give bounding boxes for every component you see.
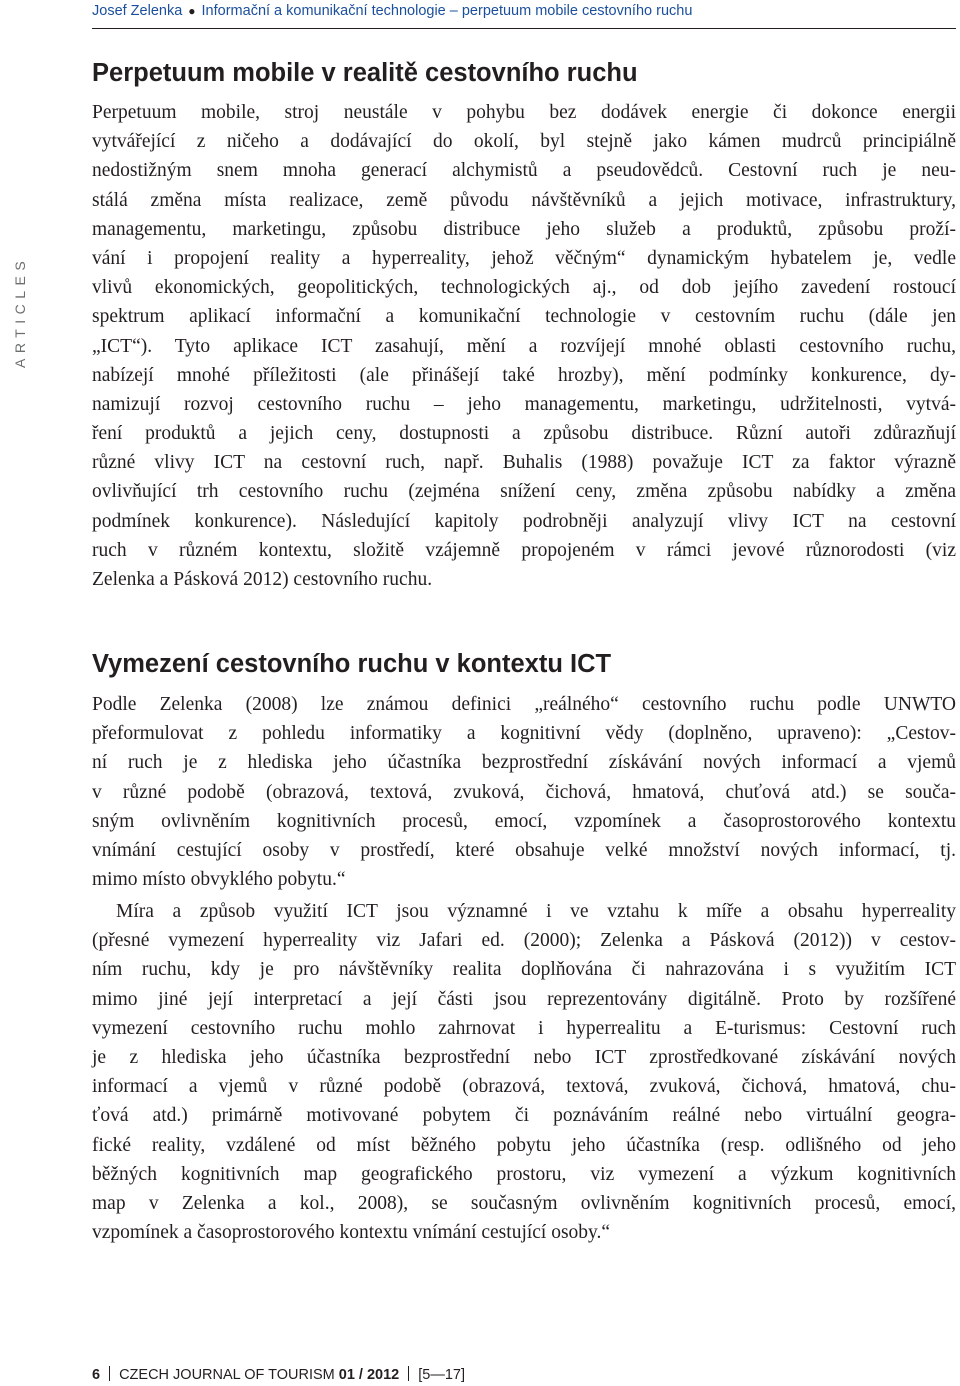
paragraph-definition — [92, 690, 956, 894]
text-line: namizují rozvoj cestovního ruchu – jeho managementu, marketingu, udržitelnosti, vytvá- — [92, 393, 956, 415]
page-range: [5—17] — [418, 1367, 465, 1383]
text-line: vzpomínek a časoprostorového kontextu vnímání cestující osoby.“ — [92, 1222, 611, 1244]
text-line: vání i propojení reality a hyperreality, jehož věčným“ dynamickým hybatelem je, vedle — [92, 247, 956, 269]
header-author: Josef Zelenka — [92, 3, 183, 19]
text-line: přeformulovat z pohledu informatiky a kognitivní vědy (doplněno, upraveno): „Cestov- — [92, 723, 956, 745]
text-line: Perpetuum mobile, stroj neustále v pohybu bez dodávek energie či dokonce energii — [92, 102, 956, 123]
side-label-articles: ARTICLES — [12, 255, 28, 368]
text-line: ním ruchu, kdy je pro návštěvníky realita doplňována či nahrazována i s využitím ICT — [92, 959, 956, 981]
text-line: sným ovlivněním kognitivních procesů, emocí, vzpomínek a časoprostorového kontextu — [92, 810, 956, 832]
journal-name: CZECH JOURNAL OF TOURISM — [119, 1367, 335, 1383]
text-line: ťová atd.) primárně motivované pobytem či poznáváním reálné nebo virtuální geogra- — [92, 1105, 956, 1127]
text-line: Zelenka a Pásková 2012) cestovního ruchu. — [92, 569, 433, 590]
text-line: fické reality, vzdálené od míst běžného pobytu jeho účastníka (resp. odlišného od jeho — [92, 1134, 956, 1156]
text-line: spektrum aplikací informační a komunikační technologie v cestovním ruchu (dále jen — [92, 306, 956, 328]
text-line: ovlivňující trh cestovního ruchu (zejména snížení ceny, změna způsobu nabídky a změna — [92, 481, 956, 503]
text-line: ření produktů a jejich ceny, dostupnosti a způsobu distribuce. Různí autoři zdůrazňují — [92, 423, 956, 445]
section-title-vymezeni: Vymezení cestovního ruchu v kontextu ICT — [92, 650, 612, 678]
header-series-title: Informační a komunikační technologie – perpetuum mobile cestovního ruchu — [201, 3, 693, 19]
text-line: je z hlediska jeho účastníka bezprostřední nebo ICT zprostředkované získávání nových — [92, 1046, 956, 1068]
text-line: vymezení cestovního ruchu mohlo zahrnovat i hyperrealitu a E-turismus: Cestovní ruch — [92, 1017, 956, 1039]
page-number: 6 — [92, 1367, 101, 1383]
text-line: map v Zelenka a kol., 2008), se současným ovlivněním kognitivních procesů, emocí, — [92, 1192, 956, 1214]
text-line: různé vlivy ICT na cestovní ruch, např. Buhalis (1988) považuje ICT za faktor výrazně — [92, 452, 956, 474]
paragraph-intro — [92, 98, 956, 594]
text-line: vlivů ekonomických, geopolitických, technologických aj., od dob jejího zavedení rostoucí — [92, 277, 956, 299]
text-line: nabízejí mnohé příležitosti (ale přinášejí také hrozby), mění podmínky konkurence, dy- — [92, 364, 956, 386]
text-line: nedostižným snem mnoha generací alchymistů a pseudovědců. Cestovní ruch je neu- — [92, 160, 956, 182]
text-line: ruch v různém kontextu, složitě vzájemně propojeném v rámci jevové různorodosti (viz — [92, 539, 956, 561]
paragraph-hyperreality — [92, 897, 956, 1247]
page-footer — [92, 1364, 465, 1386]
text-line: mimo jiné její interpretací a její části jsou reprezentovány digitálně. Proto by rozšířené — [92, 988, 956, 1010]
footer-divider — [109, 1366, 110, 1381]
bullet-icon: ● — [188, 4, 196, 18]
text-line: vnímání cestující osoby v prostředí, které obsahuje velké množství nových informací, tj. — [92, 839, 956, 861]
text-line: informací a vjemů v různé podobě (obrazová, textová, zvuková, čichová, hmatová, chu- — [92, 1076, 956, 1098]
section-title-perpetuum: Perpetuum mobile v realitě cestovního ruchu — [92, 59, 638, 87]
text-line: v různé podobě (obrazová, textová, zvuková, čichová, hmatová, chuťová atd.) se souča- — [92, 781, 956, 803]
footer-divider — [408, 1366, 409, 1381]
text-line: Podle Zelenka (2008) lze známou definici „reálného“ cestovního ruchu podle UNWTO — [92, 694, 956, 715]
text-line: stálá změna místa realizace, země původu návštěvníků a jejich motivace, infrastruktury, — [92, 189, 956, 211]
running-header — [92, 0, 956, 29]
issue-number: 01 / 2012 — [338, 1367, 400, 1383]
text-line: „ICT“). Tyto aplikace ICT zasahují, mění a rozvíjejí mnohé oblasti cestovního ruchu, — [92, 335, 956, 357]
text-line: Míra a způsob využití ICT jsou významné i ve vztahu k míře a obsahu hyperreality — [116, 901, 956, 922]
text-line: (přesné vymezení hyperreality viz Jafari ed. (2000); Zelenka a Pásková (2012)) v cestov- — [92, 930, 956, 952]
text-line: ní ruch je z hlediska jeho účastníka bezprostřední získávání nových informací a vjemů — [92, 752, 956, 774]
text-line: běžných kognitivních map geografického prostoru, viz vymezení a výzkum kognitivních — [92, 1163, 956, 1185]
text-line: mimo místo obvyklého pobytu.“ — [92, 869, 346, 891]
text-line: podmínek konkurence). Následující kapitoly podrobněji analyzují vlivy ICT na cestovní — [92, 510, 956, 532]
text-line: vytvářející z ničeho a dodávající do okolí, byl stejně jako kámen mudrců principiálně — [92, 131, 956, 153]
text-line: managementu, marketingu, způsobu distribuce jeho služeb a produktů, způsobu proží- — [92, 218, 956, 240]
